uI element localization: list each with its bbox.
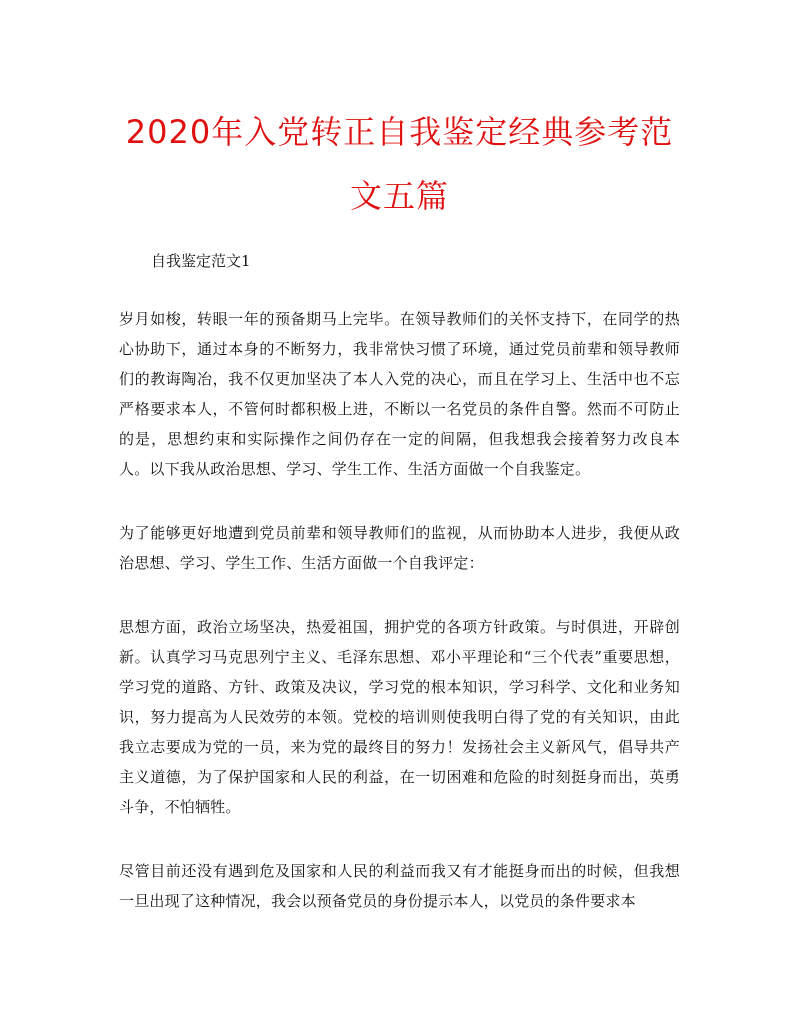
paragraph-1: 岁月如梭，转眼一年的预备期马上完毕。在领导教师们的关怀支持下，在同学的热心协助下，通过本身的不断努力，我非常快习惯了环境，通过党员前辈和领导教师们的教诲陶冶，我不仅更加坚决了本人入党的决心，而且在学习上、生活中也不忘严格要求本人，不管何时都积极上进，不断以一名党员的条件自警。然而不可防止的是，思想约束和实际操作之间仍存在一定的间隔，但我想我会接着努力改良本人。以下我从政治思想、学习、学生工作、生活方面做一个自我鉴定。 (119, 310, 680, 478)
section-heading: 自我鉴定范文1 (151, 252, 251, 270)
document-title: 2020年入党转正自我鉴定经典参考范文五篇 (125, 113, 674, 215)
paragraph-3: 思想方面，政治立场坚决，热爱祖国，拥护党的各项方针政策。与时俱进，开辟创新。认真学习马克思列宁主义、毛泽东思想、邓小平理论和“三个代表”重要思想，学习党的道路、方针、政策及决议，学习党的根本知识，学习科学、文化和业务知识，努力提高为人民效劳的本领。党校的培训则使我明白得了党的有关知识，由此我立志要成为党的一员，来为党的最终目的努力！发扬社会主义新风气，倡导共产主义道德，为了保护国家和人民的利益，在一切困难和危险的时刻挺身而出，英勇斗争，不怕牺牲。 (119, 618, 680, 816)
paragraph-2: 为了能够更好地遭到党员前辈和领导教师们的监视，从而协助本人进步，我便从政治思想、学习、学生工作、生活方面做一个自我评定： (119, 524, 680, 572)
paragraph-4: 尽管目前还没有遇到危及国家和人民的利益而我又有才能挺身而出的时候，但我想一旦出现了这种情况，我会以预备党员的身份提示本人，以党员的条件要求本 (119, 862, 680, 910)
